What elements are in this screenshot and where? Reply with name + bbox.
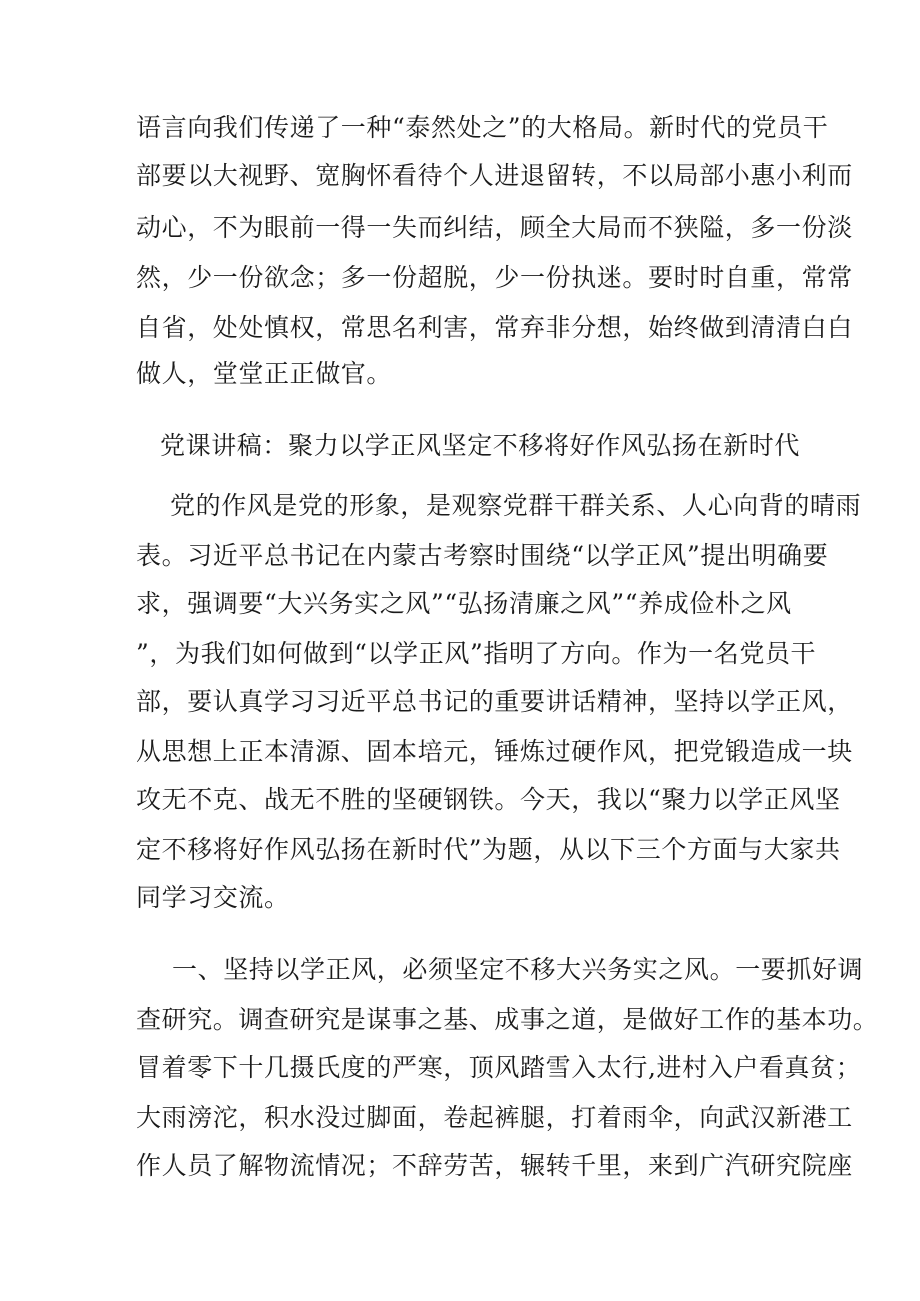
text-line: 自省，处处慎权，常思名利害，常弃非分想，始终做到清清白白	[136, 313, 853, 342]
text-line: 部，要认真学习习近平总书记的重要讲话精神，坚持以学正风，	[136, 687, 853, 716]
text-line: 然，少一份欲念；多一份超脱，少一份执迷。要时时自重，常常	[136, 263, 853, 292]
text-line: 攻无不克、战无不胜的坚硬钢铁。今天，我以“聚力以学正风坚	[136, 785, 841, 814]
text-line: 冒着零下十几摄氏度的严寒，顶风踏雪入太行,进村入户看真贫；	[136, 1053, 862, 1082]
text-line: 党的作风是党的形象，是观察党群干群关系、人心向背的晴雨	[170, 491, 862, 520]
text-line: 求，强调要“大兴务实之风”“弘扬清廉之风”“养成俭朴之风	[136, 589, 792, 618]
text-line: 大雨滂沱，积水没过脚面，卷起裤腿，打着雨伞，向武汉新港工	[136, 1103, 853, 1132]
text-line: 定不移将好作风弘扬在新时代”为题，从以下三个方面与大家共	[136, 835, 841, 864]
text-line: 同学习交流。	[136, 883, 290, 912]
text-line: ”，为我们如何做到“以学正风”指明了方向。作为一名党员干	[136, 639, 817, 668]
text-line: 从思想上正本清源、固本培元，锤炼过硬作风，把党锻造成一块	[136, 737, 853, 766]
text-line: 表。习近平总书记在内蒙古考察时围绕“以学正风”提出明确要	[136, 541, 829, 570]
text-line: 部要以大视野、宽胸怀看待个人进退留转，不以局部小惠小利而	[136, 161, 853, 190]
text-line: 作人员了解物流情况；不辞劳苦，辗转千里，来到广汽研究院座	[136, 1151, 853, 1180]
text-line: 语言向我们传递了一种“泰然处之”的大格局。新时代的党员干	[136, 113, 829, 142]
text-line: 动心，不为眼前一得一失而纠结，顾全大局而不狭隘，多一份淡	[136, 213, 853, 242]
text-line: 党课讲稿：聚力以学正风坚定不移将好作风弘扬在新时代	[160, 431, 801, 460]
text-line: 做人，堂堂正正做官。	[136, 359, 393, 388]
text-line: 查研究。调查研究是谋事之基、成事之道，是做好工作的基本功。	[136, 1005, 879, 1034]
text-line: 一、坚持以学正风，必须坚定不移大兴务实之风。一要抓好调	[172, 955, 864, 984]
